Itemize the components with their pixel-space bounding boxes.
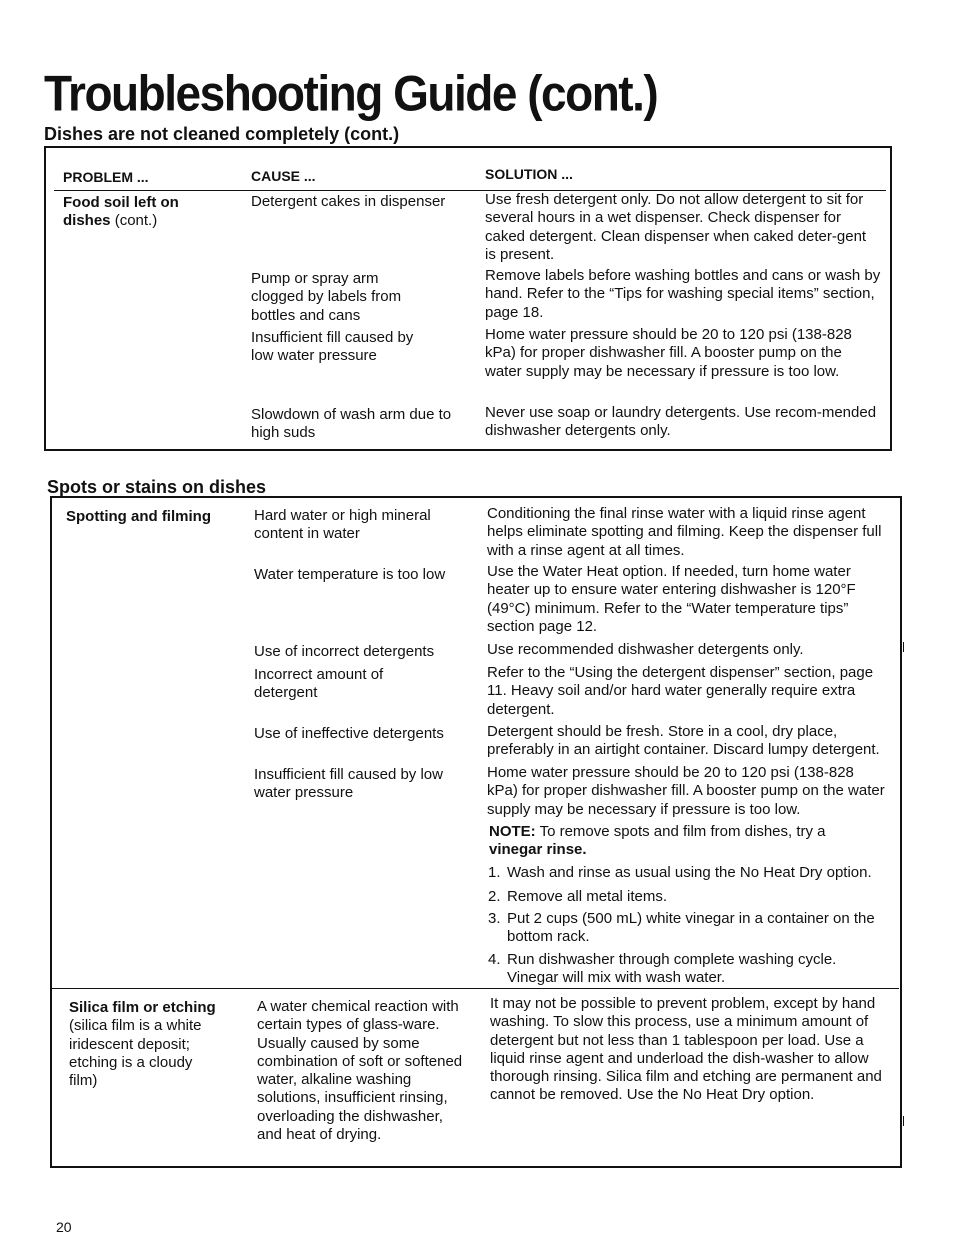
section-heading-not-cleaned: Dishes are not cleaned completely (cont.)	[44, 124, 400, 144]
header-problem: PROBLEM ...	[63, 169, 149, 185]
note-bold: vinegar rinse.	[489, 841, 587, 859]
problem-food-soil-label: Food soil left on dishes	[63, 194, 179, 230]
cause-incorrect-detergents: Use of incorrect detergents	[254, 643, 435, 660]
solution-fresh-detergent: Use fresh detergent only. Do not allow detergent to sit for several hours in a wet dispenser. Check dispenser for caked detergent. Clean dispenser when caked deter-gent is present.	[485, 191, 867, 263]
list-text: Put 2 cups (500 mL) white vinegar in a container on the bottom rack.	[507, 910, 875, 946]
problem-silica-label: Silica film or etching	[69, 999, 216, 1016]
page-title: Troubleshooting Guide (cont.)	[44, 65, 658, 122]
note-vinegar-rinse	[489, 823, 885, 860]
solution-silica: It may not be possible to prevent problem, except by hand washing. To slow this process, use a minimum amount of detergent but not less than 1 tablespoon per load. Use a liquid rinse agent and underload the dish-washer to allow thorough rinsing. Silica film and etching are permanent and cannot be removed. Use the No Heat Dry option.	[490, 995, 882, 1104]
list-number: 2.	[488, 888, 501, 905]
cause-water-chemical: A water chemical reaction with certain types of glass-ware. Usually caused by some combination of soft or softened water, alkaline washing solutions, insufficient rinsing, overloading the dishwasher, and heat of drying.	[257, 998, 463, 1144]
note-text: To remove spots and film from dishes, try a	[535, 823, 826, 840]
section-heading-spots: Spots or stains on dishes	[47, 477, 267, 497]
problem-food-soil	[63, 194, 213, 231]
problem-food-soil-note: (cont.)	[110, 212, 158, 230]
list-text: Wash and rinse as usual using the No Heat Dry option.	[507, 864, 872, 881]
list-text: Remove all metal items.	[507, 888, 668, 905]
solution-remove-labels: Remove labels before washing bottles and cans or wash by hand. Refer to the “Tips for washing special items” section, page 18.	[485, 267, 881, 321]
cause-hard-water: Hard water or high mineral content in water	[254, 507, 431, 543]
solution-detergent-amount: Refer to the “Using the detergent dispenser” section, page 11. Heavy soil and/or hard water generally require extra detergent.	[487, 664, 874, 718]
solution-rinse-agent: Conditioning the final rinse water with a liquid rinse agent helps eliminate spotting and filming. Keep the dispenser full with a rinse agent at all times.	[487, 505, 882, 559]
list-text: Run dishwasher through complete washing cycle. Vinegar will mix with wash water.	[507, 951, 837, 987]
page-number: 20	[56, 1219, 72, 1235]
row-divider	[51, 988, 899, 989]
solution-fresh-storage: Detergent should be fresh. Store in a cool, dry place, preferably in an airtight container. Discard lumpy detergent.	[487, 723, 880, 759]
list-number: 3.	[488, 910, 501, 927]
cause-insufficient-fill: Insufficient fill caused by low water pressure	[254, 766, 443, 802]
margin-mark	[903, 642, 904, 652]
problem-silica	[69, 999, 239, 1090]
cause-high-suds: Slowdown of wash arm due to high suds	[251, 406, 452, 442]
solution-recommended-detergents: Use recommended dishwasher detergents only.	[487, 641, 804, 658]
margin-mark	[903, 1116, 904, 1126]
solution-water-pressure: Home water pressure should be 20 to 120 psi (138-828 kPa) for proper dishwasher fill. A booster pump on the water supply may be necessary if pressure is too low.	[485, 326, 852, 380]
note-label: NOTE:	[489, 823, 536, 840]
problem-spotting: Spotting and filming	[66, 508, 211, 525]
header-cause: CAUSE ...	[251, 168, 316, 184]
cause-incorrect-amount: Incorrect amount of detergent	[254, 666, 384, 702]
list-number: 1.	[488, 864, 501, 881]
cause-ineffective-detergents: Use of ineffective detergents	[254, 725, 444, 742]
solution-home-pressure: Home water pressure should be 20 to 120 psi (138-828 kPa) for proper dishwasher fill. A booster pump on the water supply may be necessary if pressure is too low.	[487, 764, 885, 818]
header-solution: SOLUTION ...	[485, 166, 573, 182]
list-number: 4.	[488, 951, 501, 968]
solution-water-heat: Use the Water Heat option. If needed, turn home water heater up to ensure water entering dishwasher is 120°F (49°C) minimum. Refer to the “Water temperature tips” section page 12.	[487, 563, 856, 635]
cause-pump-clogged: Pump or spray arm clogged by labels from bottles and cans	[251, 270, 402, 324]
solution-no-soap: Never use soap or laundry detergents. Use recom-mended dishwasher detergents only.	[485, 404, 877, 440]
problem-silica-description: (silica film is a white iridescent deposit; etching is a cloudy film)	[69, 1017, 202, 1090]
cause-detergent-cakes: Detergent cakes in dispenser	[251, 193, 446, 210]
cause-low-pressure: Insufficient fill caused by low water pressure	[251, 329, 414, 365]
cause-low-temperature: Water temperature is too low	[254, 566, 446, 583]
